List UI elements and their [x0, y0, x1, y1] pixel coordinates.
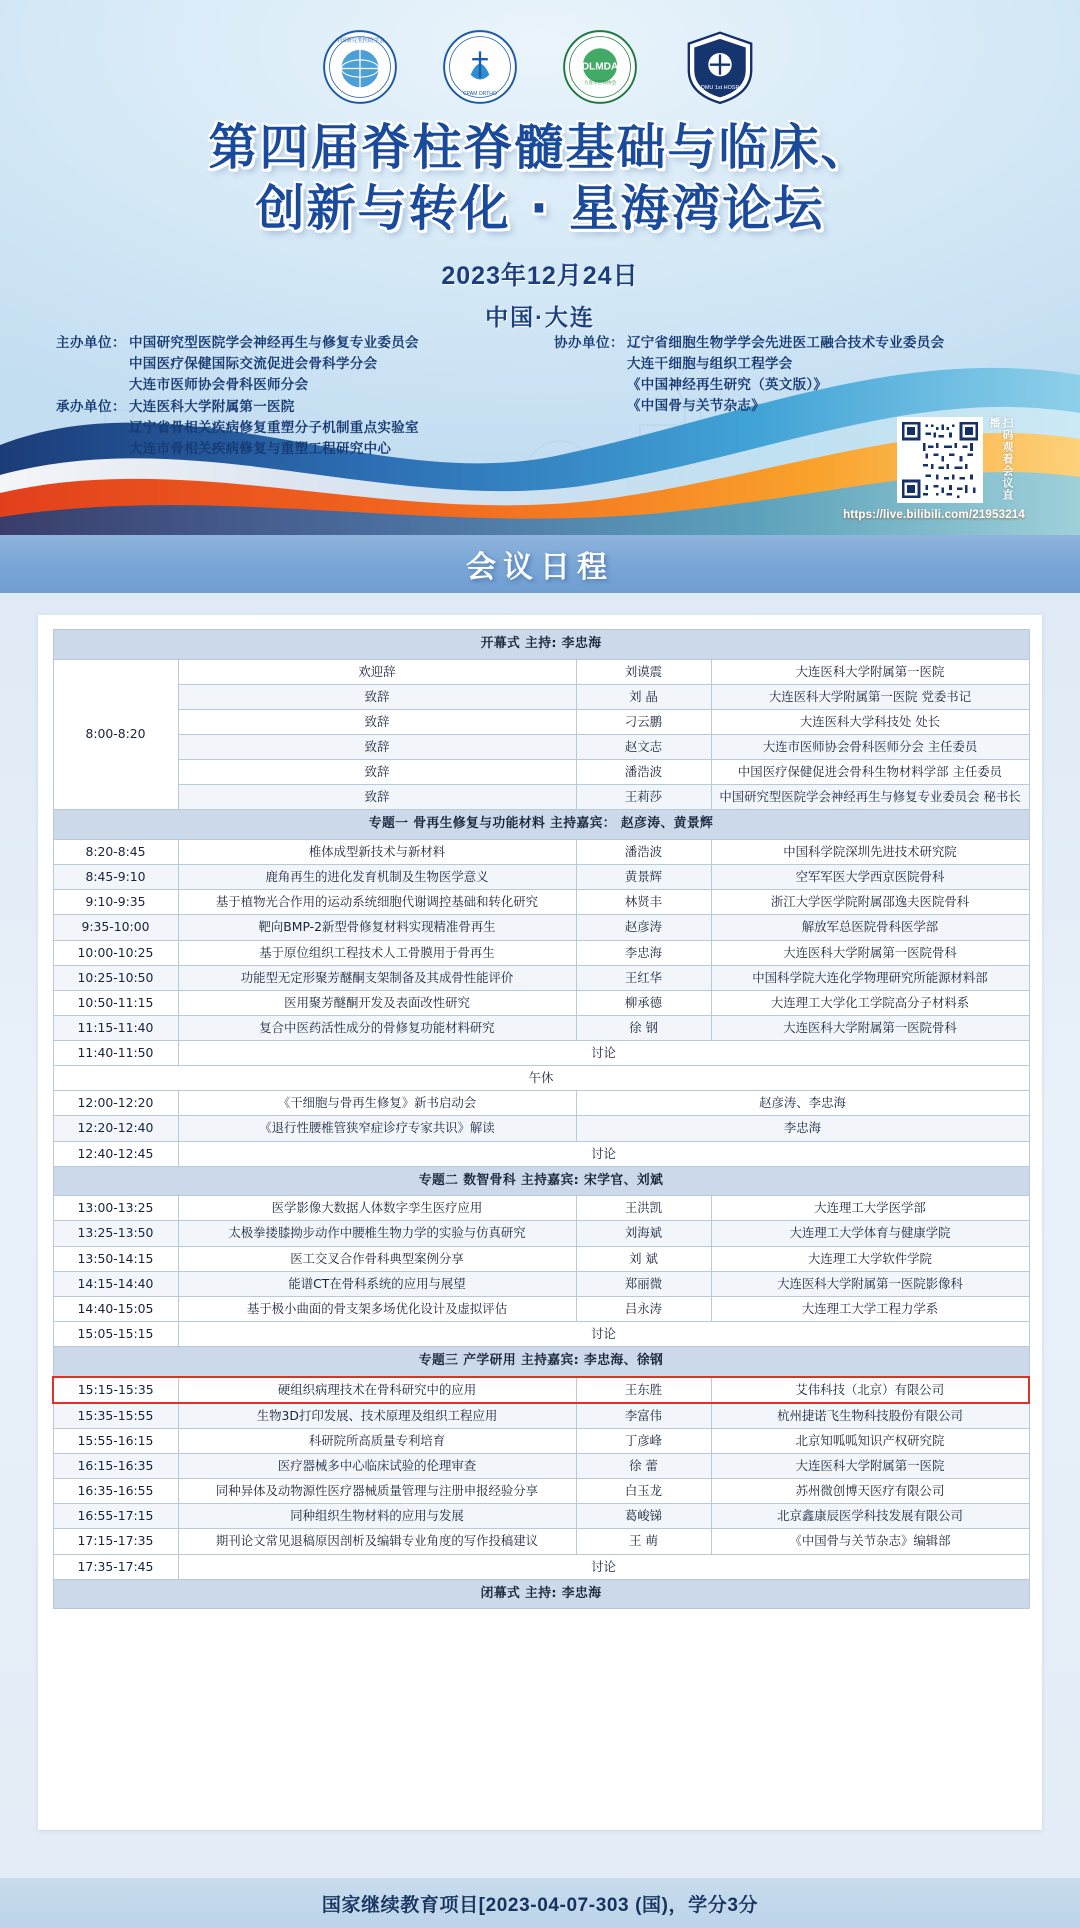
section-title: 开幕式 主持: 李忠海: [53, 630, 1029, 660]
schedule-card: [38, 615, 1042, 1830]
table-row: [53, 659, 1029, 684]
cell-time: 11:15-11:40: [53, 1015, 178, 1040]
cell-topic: 期刊论文常见退稿原因剖析及编辑专业角度的写作投稿建议: [178, 1529, 576, 1554]
unit-label: 协办单位：: [554, 335, 624, 350]
qr-side-label: 扫码观看会议直播: [988, 417, 1013, 501]
table-row: [53, 1091, 1029, 1116]
cell-topic: 基于原位组织工程技术人工骨膜用于骨再生: [178, 940, 576, 965]
cell-time: 12:00-12:20: [53, 1091, 178, 1116]
cell-speaker: 刘 斌: [576, 1246, 711, 1271]
cell-organization: 大连理工大学体育与健康学院: [711, 1221, 1029, 1246]
unit-item: 大连干细胞与组织工程学会: [627, 356, 793, 371]
cell-topic: 靶向BMP-2新型骨修复材料实现精准骨再生: [178, 915, 576, 940]
unit-item: 《中国骨与关节杂志》: [627, 398, 765, 413]
cell-time: 15:35-15:55: [53, 1403, 178, 1429]
table-row: [53, 785, 1029, 810]
logo-dmu-icon: [681, 28, 759, 106]
unit-list: [129, 332, 419, 395]
logo-row: [0, 28, 1080, 106]
cell-organization: 中国研究型医院学会神经再生与修复专业委员会 秘书长: [711, 785, 1029, 810]
cell-time: 10:25-10:50: [53, 965, 178, 990]
cell-time: 11:40-11:50: [53, 1041, 178, 1066]
cell-organization: 艾伟科技（北京）有限公司: [711, 1377, 1029, 1403]
cell-time: 10:00-10:25: [53, 940, 178, 965]
cell-time: 8:45-9:10: [53, 865, 178, 890]
cell-time: 9:35-10:00: [53, 915, 178, 940]
cell-speaker: 葛峻锑: [576, 1504, 711, 1529]
svg-text:DMU 1st HOSP: DMU 1st HOSP: [700, 84, 740, 91]
unit-item: 中国医疗保健国际交流促进会骨科学分会: [129, 356, 378, 371]
unit-label: 主办单位：: [56, 335, 126, 350]
table-row: [53, 1246, 1029, 1271]
table-row: [53, 1271, 1029, 1296]
discussion-row: [53, 1321, 1029, 1346]
cell-organization: 北京鑫康辰医学科技发展有限公司: [711, 1504, 1029, 1529]
unit-item: 大连市骨相关疾病修复与重塑工程研究中心: [129, 441, 392, 456]
table-row: [53, 760, 1029, 785]
title-block: [0, 118, 1080, 332]
qr-code-icon[interactable]: [897, 417, 983, 503]
cell-topic: 太极拳搂膝拗步动作中腰椎生物力学的实验与仿真研究: [178, 1221, 576, 1246]
cell-topic: 医用聚芳醚酮开发及表面改性研究: [178, 990, 576, 1015]
table-row: [53, 990, 1029, 1015]
cell-organization: 大连市医师协会骨科医师分会 主任委员: [711, 735, 1029, 760]
cell-organization: 大连医科大学附属第一医院: [711, 1454, 1029, 1479]
unit-label: 承办单位：: [56, 399, 126, 414]
unit-item: 辽宁省骨相关疾病修复重塑分子机制重点实验室: [129, 420, 419, 435]
units-left-column: [56, 332, 526, 460]
unit-list: [627, 332, 944, 416]
cell-speaker: 李忠海: [576, 940, 711, 965]
table-row: [53, 1377, 1029, 1403]
cell-organization: 大连医科大学附属第一医院 党委书记: [711, 684, 1029, 709]
cell-topic: 致辞: [178, 735, 576, 760]
live-stream-url[interactable]: https://live.bilibili.com/21953214: [843, 509, 1025, 521]
table-row: [53, 1454, 1029, 1479]
cell-topic: 致辞: [178, 684, 576, 709]
cell-time: 17:15-17:35: [53, 1529, 178, 1554]
cell-time: 12:40-12:45: [53, 1141, 178, 1166]
cell-speaker: 王东胜: [576, 1377, 711, 1403]
logo-dlmda-icon: [561, 28, 639, 106]
cell-organization: 中国科学院大连化学物理研究所能源材料部: [711, 965, 1029, 990]
cell-speaker: 郑丽微: [576, 1271, 711, 1296]
cell-time: 16:55-17:15: [53, 1504, 178, 1529]
cell-organization: 杭州捷诺飞生物科技股份有限公司: [711, 1403, 1029, 1429]
cell-topic: 致辞: [178, 709, 576, 734]
schedule-table: [52, 629, 1030, 1609]
cell-time: 10:50-11:15: [53, 990, 178, 1015]
cell-topic: 能谱CT在骨科系统的应用与展望: [178, 1271, 576, 1296]
table-row: [53, 1529, 1029, 1554]
page-title-line-2: 创新与转化 · 星海湾论坛: [255, 179, 825, 237]
cell-speaker: 刘海斌: [576, 1221, 711, 1246]
unit-item: 大连市医师协会骨科医师分会: [129, 377, 309, 392]
cell-topic: 医工交叉合作骨科典型案例分享: [178, 1246, 576, 1271]
schedule-area: [0, 593, 1080, 1878]
cell-speaker: 刘 晶: [576, 684, 711, 709]
cell-time: 16:15-16:35: [53, 1454, 178, 1479]
cell-time: 15:05-15:15: [53, 1321, 178, 1346]
cell-speaker-org: 李忠海: [576, 1116, 1029, 1141]
cell-organization: 大连医科大学附属第一医院影像科: [711, 1271, 1029, 1296]
cell-organization: 中国医疗保健促进会骨科生物材料学部 主任委员: [711, 760, 1029, 785]
cell-speaker: 王 萌: [576, 1529, 711, 1554]
table-row: [53, 1015, 1029, 1040]
unit-group-right-0: [554, 332, 1024, 416]
cell-time: 13:00-13:25: [53, 1196, 178, 1221]
discussion-row: [53, 1554, 1029, 1579]
cell-topic: 致辞: [178, 760, 576, 785]
table-row: [53, 1296, 1029, 1321]
table-row: [53, 709, 1029, 734]
cell-topic: 基于极小曲面的骨支架多场优化设计及虚拟评估: [178, 1296, 576, 1321]
cell-topic: 鹿角再生的进化发育机制及生物医学意义: [178, 865, 576, 890]
schedule-section-header: [53, 1579, 1029, 1609]
table-row: [53, 1221, 1029, 1246]
svg-text:大连市医师协会: 大连市医师协会: [583, 80, 617, 86]
cell-speaker: 白玉龙: [576, 1479, 711, 1504]
cell-speaker: 黄景辉: [576, 865, 711, 890]
cell-speaker: 潘浩波: [576, 840, 711, 865]
table-row: [53, 735, 1029, 760]
unit-group-left-1: [56, 396, 526, 459]
cell-discussion: 讨论: [178, 1554, 1029, 1579]
schedule-banner: [0, 535, 1080, 593]
cell-topic: 欢迎辞: [178, 659, 576, 684]
cell-speaker: 赵彦涛: [576, 915, 711, 940]
cell-time: 9:10-9:35: [53, 890, 178, 915]
cell-speaker-org: 赵彦涛、李忠海: [576, 1091, 1029, 1116]
cell-organization: 苏州微创博天医疗有限公司: [711, 1479, 1029, 1504]
table-row: [53, 915, 1029, 940]
svg-text:DLMDA: DLMDA: [581, 61, 619, 73]
cell-topic: 科研院所高质量专利培育: [178, 1428, 576, 1453]
cell-discussion: 讨论: [178, 1041, 1029, 1066]
cell-organization: 大连理工大学软件学院: [711, 1246, 1029, 1271]
cell-topic: 生物3D打印发展、技术原理及组织工程应用: [178, 1403, 576, 1429]
cell-organization: 大连医科大学附属第一医院骨科: [711, 1015, 1029, 1040]
footer-credit-text: 国家继续教育项目[2023-04-07-303 (国)，学分3分: [321, 1894, 759, 1916]
schedule-section-header: [53, 810, 1029, 840]
cell-organization: 大连医科大学科技处 处长: [711, 709, 1029, 734]
cell-speaker: 王洪凯: [576, 1196, 711, 1221]
cell-time: 14:40-15:05: [53, 1296, 178, 1321]
cell-speaker: 李富伟: [576, 1403, 711, 1429]
cell-speaker: 王莉莎: [576, 785, 711, 810]
cell-speaker: 赵文志: [576, 735, 711, 760]
hero-section: [0, 0, 1080, 535]
cell-discussion: 讨论: [178, 1141, 1029, 1166]
schedule-section-header: [53, 1347, 1029, 1377]
cell-organization: 大连理工大学化工学院高分子材料系: [711, 990, 1029, 1015]
cell-time: 13:50-14:15: [53, 1246, 178, 1271]
cell-time: 16:35-16:55: [53, 1479, 178, 1504]
cell-break: 午休: [53, 1066, 1029, 1091]
conference-city: 中国·大连: [485, 303, 595, 330]
cell-speaker: 柳承德: [576, 990, 711, 1015]
section-title: 专题一 骨再生修复与功能材料 主持嘉宾： 赵彦涛、黄景辉: [53, 810, 1029, 840]
cell-time: 8:00-8:20: [53, 659, 178, 810]
unit-list: [129, 396, 419, 459]
table-row: [53, 840, 1029, 865]
section-title: 专题三 产学研用 主持嘉宾: 李忠海、徐钢: [53, 1347, 1029, 1377]
svg-text:中国研究型医院学会: 中国研究型医院学会: [335, 38, 385, 45]
table-row: [53, 965, 1029, 990]
table-row: [53, 1116, 1029, 1141]
qr-code-block[interactable]: [897, 417, 1013, 503]
table-row: [53, 890, 1029, 915]
cell-speaker: 林贤丰: [576, 890, 711, 915]
cell-time: 15:55-16:15: [53, 1428, 178, 1453]
cell-topic: 同种组织生物材料的应用与发展: [178, 1504, 576, 1529]
cell-speaker: 吕永涛: [576, 1296, 711, 1321]
cell-organization: 《中国骨与关节杂志》编辑部: [711, 1529, 1029, 1554]
cell-speaker: 丁彦峰: [576, 1428, 711, 1453]
svg-text:CPAM ORTHO: CPAM ORTHO: [463, 91, 497, 98]
schedule-section-header: [53, 630, 1029, 660]
cell-topic: 《干细胞与骨再生修复》新书启动会: [178, 1091, 576, 1116]
cell-organization: 大连理工大学工程力学系: [711, 1296, 1029, 1321]
unit-item: 大连医科大学附属第一医院: [129, 399, 295, 414]
cell-topic: 《退行性腰椎管狭窄症诊疗专家共识》解读: [178, 1116, 576, 1141]
cell-speaker: 潘浩波: [576, 760, 711, 785]
discussion-row: [53, 1141, 1029, 1166]
cell-speaker: 刁云鹏: [576, 709, 711, 734]
cell-topic: 致辞: [178, 785, 576, 810]
unit-item: 中国研究型医院学会神经再生与修复专业委员会: [129, 335, 419, 350]
table-row: [53, 865, 1029, 890]
cell-speaker: 徐 钢: [576, 1015, 711, 1040]
discussion-row: [53, 1041, 1029, 1066]
logo-cpam-icon: [441, 28, 519, 106]
cell-topic: 基于植物光合作用的运动系统细胞代谢调控基础和转化研究: [178, 890, 576, 915]
cell-time: 13:25-13:50: [53, 1221, 178, 1246]
cell-organization: 大连理工大学医学部: [711, 1196, 1029, 1221]
schedule-section-header: [53, 1166, 1029, 1196]
page-title-line-1: 第四届脊柱脊髓基础与临床、: [208, 119, 872, 176]
table-row: [53, 940, 1029, 965]
cell-organization: 空军军医大学西京医院骨科: [711, 865, 1029, 890]
cell-organization: 浙江大学医学院附属邵逸夫医院骨科: [711, 890, 1029, 915]
cell-discussion: 讨论: [178, 1321, 1029, 1346]
section-title: 闭幕式 主持: 李忠海: [53, 1579, 1029, 1609]
cell-topic: 功能型无定形聚芳醚酮支架制备及其成骨性能评价: [178, 965, 576, 990]
unit-item: 辽宁省细胞生物学学会先进医工融合技术专业委员会: [627, 335, 945, 350]
table-row: [53, 1479, 1029, 1504]
cell-speaker: 徐 蕾: [576, 1454, 711, 1479]
schedule-banner-title: 会议日程: [466, 551, 614, 584]
cell-topic: 同种异体及动物源性医疗器械质量管理与注册申报经验分享: [178, 1479, 576, 1504]
cell-organization: 大连医科大学附属第一医院: [711, 659, 1029, 684]
unit-group-left-0: [56, 332, 526, 395]
cell-time: 14:15-14:40: [53, 1271, 178, 1296]
cell-topic: 椎体成型新技术与新材料: [178, 840, 576, 865]
table-row: [53, 1403, 1029, 1429]
cell-organization: 中国科学院深圳先进技术研究院: [711, 840, 1029, 865]
cell-organization: 大连医科大学附属第一医院骨科: [711, 940, 1029, 965]
conference-date: 2023年12月24日: [441, 261, 639, 290]
cell-time: 17:35-17:45: [53, 1554, 178, 1579]
logo-crhas-icon: [321, 28, 399, 106]
unit-item: 《中国神经再生研究（英文版）》: [627, 377, 828, 392]
table-row: [53, 1504, 1029, 1529]
cell-organization: 北京知呱呱知识产权研究院: [711, 1428, 1029, 1453]
cell-organization: 解放军总医院骨科医学部: [711, 915, 1029, 940]
cell-topic: 硬组织病理技术在骨科研究中的应用: [178, 1377, 576, 1403]
cell-speaker: 刘谟震: [576, 659, 711, 684]
section-title: 专题二 数智骨科 主持嘉宾: 宋学官、刘斌: [53, 1166, 1029, 1196]
table-row: [53, 684, 1029, 709]
cell-time: 12:20-12:40: [53, 1116, 178, 1141]
cell-topic: 医疗器械多中心临床试验的伦理审查: [178, 1454, 576, 1479]
cell-time: 8:20-8:45: [53, 840, 178, 865]
table-row: [53, 1428, 1029, 1453]
cell-speaker: 王红华: [576, 965, 711, 990]
footer-bar: [0, 1878, 1080, 1928]
cell-time: 15:15-15:35: [53, 1377, 178, 1403]
cell-topic: 复合中医药活性成分的骨修复功能材料研究: [178, 1015, 576, 1040]
cell-topic: 医学影像大数据人体数字孪生医疗应用: [178, 1196, 576, 1221]
table-row: [53, 1196, 1029, 1221]
break-row: [53, 1066, 1029, 1091]
